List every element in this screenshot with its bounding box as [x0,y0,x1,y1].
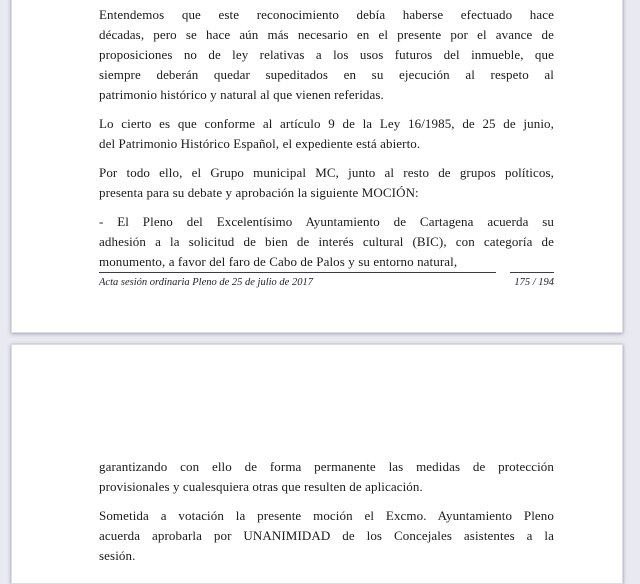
document-page-176 [11,344,623,584]
paragraph [99,163,554,203]
text-line: monumento, a favor del faro de Cabo de Palos y su entorno natural, [99,254,458,269]
text-line: proposiciones no de ley relativas a los usos futuros del inmueble, que [99,47,554,62]
text-line: sesión. [99,548,136,563]
text-line: décadas, pero se hace aún más necesario en el presente por el avance de [99,27,554,42]
text-line: siempre deberán quedar supeditados en su ejecución al respeto al [99,67,554,82]
text-line: del Patrimonio Histórico Español, el expediente está abierto. [99,136,421,151]
text-line: presenta para su debate y aprobación la siguiente MOCIÓN: [99,185,419,200]
text-line: Sometida a votación la presente moción el Excmo. Ayuntamiento Pleno [99,508,554,523]
text-line: provisionales y cualesquiera otras que resulten de aplicación. [99,479,423,494]
text-line: Por todo ello, el Grupo municipal MC, junto al resto de grupos políticos, [99,165,554,180]
paragraph [99,114,554,154]
footer-session-title: Acta sesión ordinaria Pleno de 25 de julio de 2017 [99,272,496,289]
footer-page-number: 175 / 194 [510,272,554,289]
text-line: Entendemos que este reconocimiento debía haberse efectuado hace [99,7,554,22]
paragraph [99,506,554,566]
paragraph [99,212,554,272]
text-line: adhesión a la solicitud de bien de interés cultural (BIC), con categoría de [99,234,554,249]
text-line: acuerda aprobarla por UNANIMIDAD de los Concejales asistentes a la [99,528,554,543]
document-page-175 [11,0,623,333]
page-text-block [99,457,554,575]
paragraph [99,5,554,105]
text-line: patrimonio histórico y natural al que vienen referidas. [99,87,384,102]
text-line: - El Pleno del Excelentísimo Ayuntamiento de Cartagena acuerda su [99,214,554,229]
paragraph [99,457,554,497]
text-line: Lo cierto es que conforme al artículo 9 de la Ley 16/1985, de 25 de junio, [99,116,554,131]
page-text-block [99,5,554,281]
page-footer [99,272,554,289]
text-line: garantizando con ello de forma permanente las medidas de protección [99,459,554,474]
